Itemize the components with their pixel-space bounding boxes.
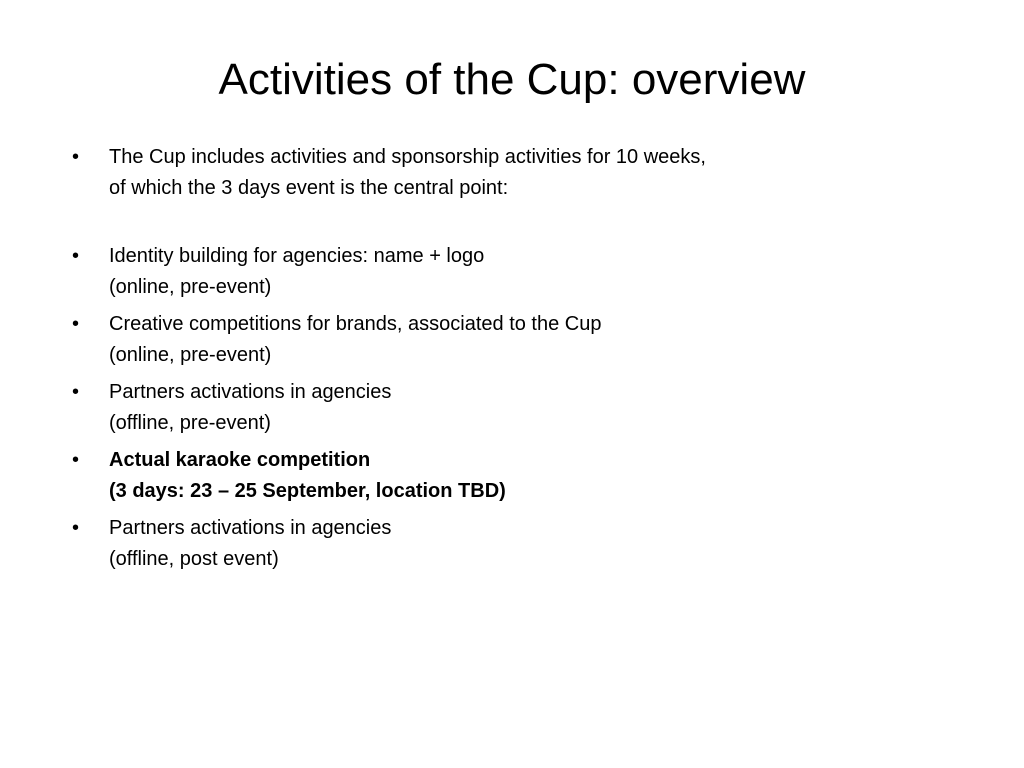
list-item <box>72 309 952 371</box>
item-text-line: of which the 3 days event is the central point: <box>109 177 509 199</box>
item-text-line: (offline, pre-event) <box>109 412 271 434</box>
item-text-line: Identity building for agencies: name + logo <box>109 245 485 267</box>
item-text-line: Creative competitions for brands, associated to the Cup <box>109 313 602 335</box>
list-item-highlight <box>72 445 952 507</box>
slide-title: Activities of the Cup: overview <box>218 55 806 104</box>
list-item <box>72 377 952 439</box>
list-item <box>72 513 952 575</box>
bullet-icon: • <box>72 146 80 168</box>
bullet-icon: • <box>72 313 80 335</box>
item-text-line: Actual karaoke competition <box>109 449 371 471</box>
list-item <box>72 142 952 204</box>
list-item <box>72 241 952 303</box>
bullet-icon: • <box>72 381 80 403</box>
bullet-icon: • <box>72 517 80 539</box>
item-text-line: Partners activations in agencies <box>109 517 392 539</box>
bullet-list <box>72 142 952 581</box>
item-text-line: (3 days: 23 – 25 September, location TBD) <box>109 480 506 502</box>
bullet-icon: • <box>72 245 80 267</box>
item-text-line: (offline, post event) <box>109 548 279 570</box>
item-text-line: (online, pre-event) <box>109 344 272 366</box>
item-text-line: Partners activations in agencies <box>109 381 392 403</box>
item-text-line: The Cup includes activities and sponsorship activities for 10 weeks, <box>109 146 706 168</box>
bullet-icon: • <box>72 449 80 471</box>
item-text-line: (online, pre-event) <box>109 276 272 298</box>
